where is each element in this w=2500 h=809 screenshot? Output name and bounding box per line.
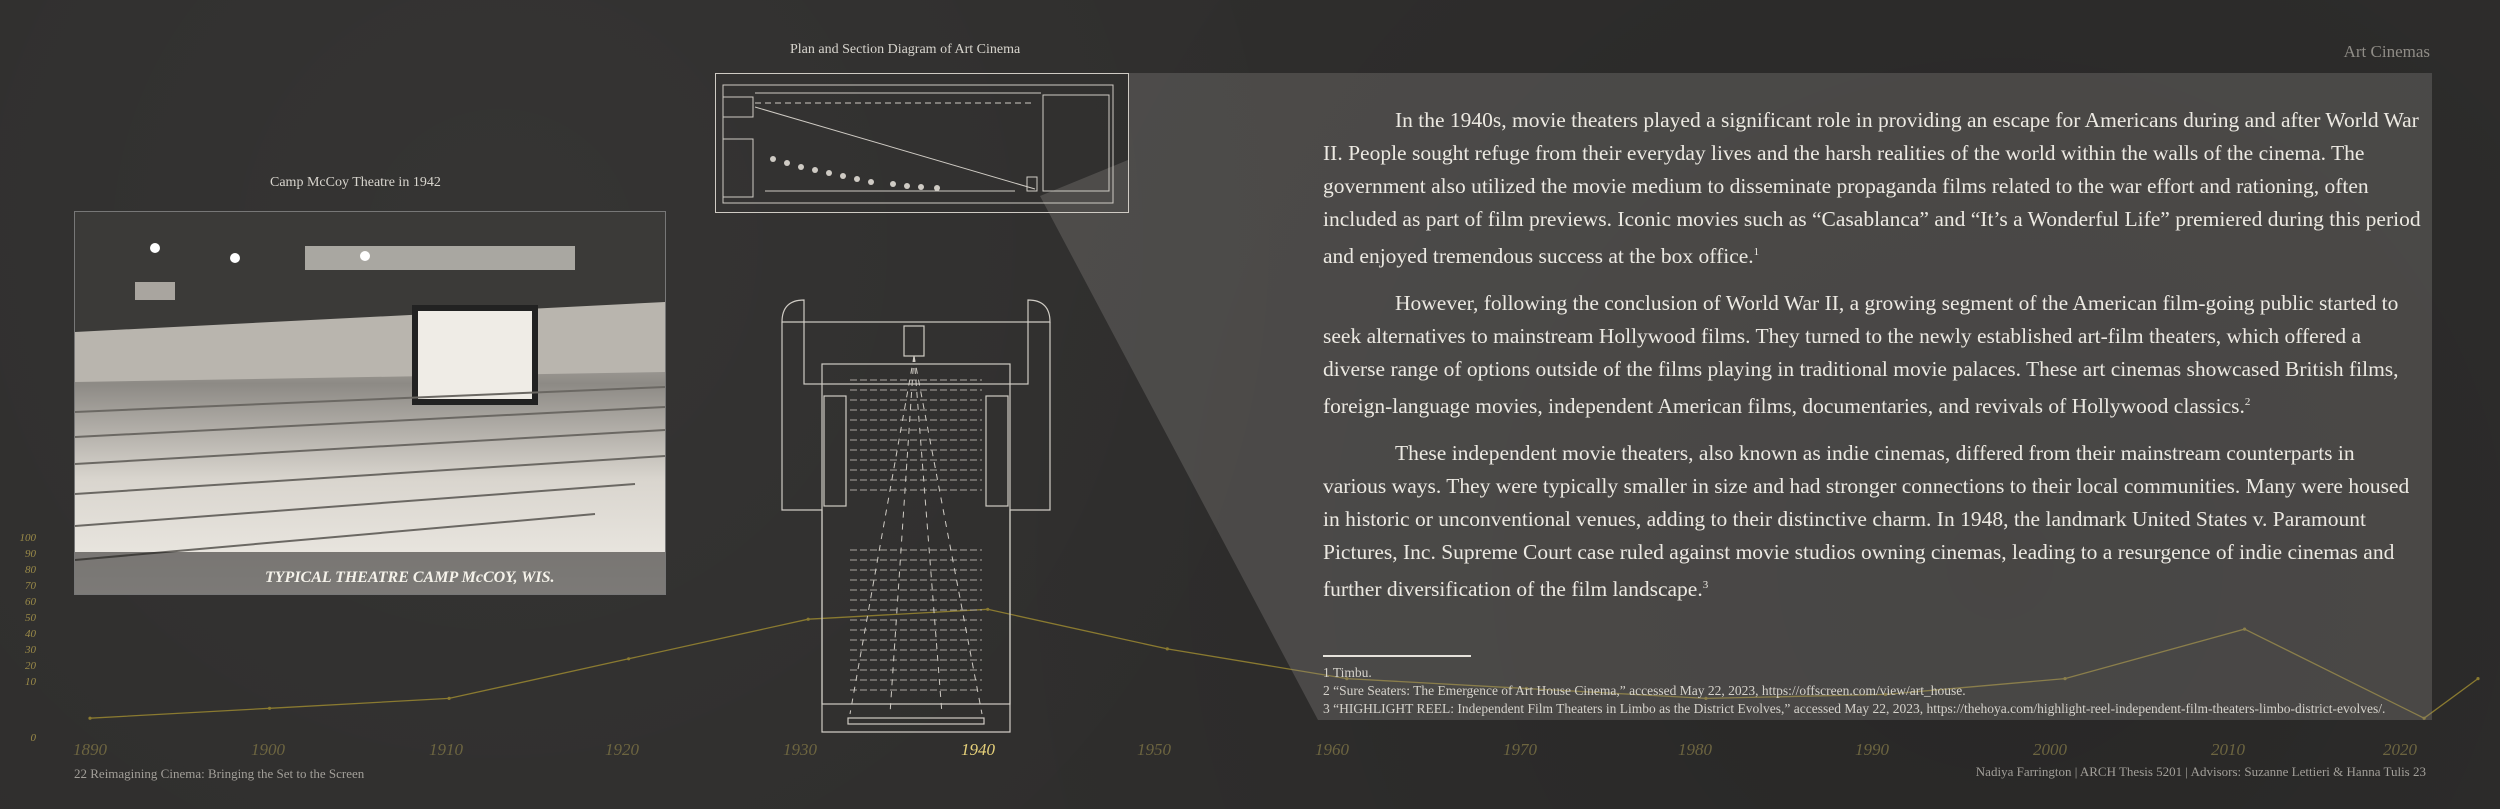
section-diagram-caption: Plan and Section Diagram of Art Cinema [790,42,1021,57]
footer-left: 22 Reimagining Cinema: Bringing the Set to the Screen [74,766,365,781]
footnote-rule [1323,655,1471,657]
cinema-floor-plan [778,298,1054,734]
footnote-3: 3 “HIGHLIGHT REEL: Independent Film Theaters in Limbo as the District Evolves,” accessed May 22, 2023, https://thehoya.com/highlight-reel-independent-film-theaters-limbo-district-evolves/. [1323,701,2386,716]
paragraph-2: However, following the conclusion of World War II, a growing segment of the American film-going public started to seek alternatives to mainstream Hollywood films. They turned to the newly established art-film theaters, which offered a diverse range of options outside of the films playing in traditional movie palaces. These art cinemas showcased British films, foreign-language movies, independent American films, documentaries, and revivals of Hollywood classics.$^2$ [1323,291,2399,419]
section-tag: Art Cinemas [2343,42,2430,61]
x-tick-1940-highlight: 1940 [961,740,995,759]
x-tick-2000: 2000 [2033,740,2067,759]
y-tick: 30 [25,644,36,656]
y-tick: 70 [25,580,36,592]
body-text [1323,104,2423,620]
footnotes [1323,664,2403,718]
x-tick-1960: 1960 [1315,740,1349,759]
y-tick: 60 [25,596,36,608]
x-tick-1920: 1920 [605,740,639,759]
paragraph-1: In the 1940s, movie theaters played a significant role in providing an escape for Americans during and after World War II. People sought refuge from their everyday lives and the harsh realities of the world within the walls of the cinema. The government also utilized the movie medium to disseminate propaganda films related to the war effort and rationing, often included as part of film previews. Iconic movies such as “Casablanca” and “It’s a Wonderful Life” premiered during this period and enjoyed tremendous success at the box office.$^1$ [1323,108,2421,269]
y-tick: 20 [25,660,36,672]
y-tick: 90 [25,548,36,560]
y-tick: 80 [25,564,36,576]
cinema-section-diagram [715,73,1129,213]
y-tick: 100 [19,532,36,544]
x-tick-1890: 1890 [73,740,107,759]
x-tick-1990: 1990 [1855,740,1889,759]
y-tick: 0 [30,732,36,744]
x-tick-2010: 2010 [2211,740,2245,759]
x-tick-1900: 1900 [251,740,285,759]
y-tick: 50 [25,612,36,624]
x-tick-1980: 1980 [1678,740,1712,759]
paragraph-3: These independent movie theaters, also known as indie cinemas, differed from their mainstream counterparts in various ways. They were typically smaller in size and had stronger connections to their local communities. Many were housed in historic or unconventional venues, adding to their distinctive charm. In 1948, the landmark United States v. Paramount Pictures, Inc. Supreme Court case ruled against movie studios owning cinemas, leading to a resurgence of indie cinemas and further diversification of the film landscape.$^3$ [1323,441,2410,602]
y-tick: 40 [25,628,36,640]
x-tick-2020: 2020 [2383,740,2417,759]
y-tick: 10 [25,676,36,688]
photo-inscription: TYPICAL THEATRE CAMP McCOY, WIS. [265,569,555,586]
footer-right: Nadiya Farrington | ARCH Thesis 5201 | Advisors: Suzanne Lettieri & Hanna Tulis 23 [1975,764,2426,779]
x-tick-1970: 1970 [1503,740,1537,759]
x-tick-1910: 1910 [429,740,463,759]
x-tick-1930: 1930 [783,740,817,759]
photo-caption: Camp McCoy Theatre in 1942 [270,175,441,190]
camp-mccoy-theatre-photo [74,211,666,595]
footnote-2: 2 “Sure Seaters: The Emergence of Art House Cinema,” accessed May 22, 2023, https://offscreen.com/view/art_house. [1323,683,1966,698]
x-tick-1950: 1950 [1137,740,1171,759]
footnote-1: 1 Timbu. [1323,665,1372,680]
